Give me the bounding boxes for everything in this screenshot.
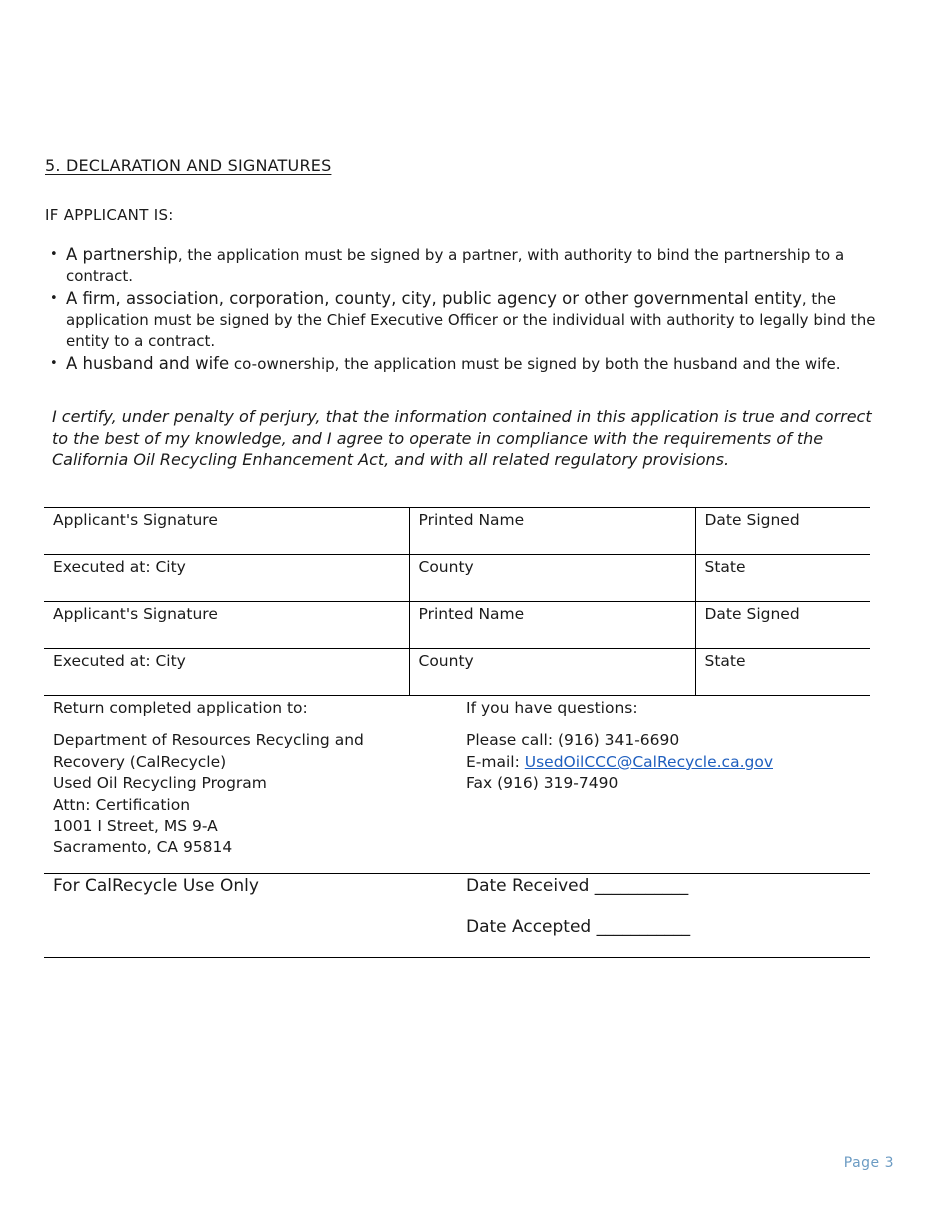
- bullet-text: , the application must be signed by the Chief Executive Officer or the individual with authority to legally bind the entity to a contract.: [66, 290, 876, 350]
- bullet-emphasis: A firm, association, corporation, county, city, public agency or other governmental entity: [66, 289, 802, 308]
- questions-label: If you have questions:: [466, 699, 638, 717]
- divider: [44, 957, 870, 958]
- bullet-text: co-ownership, the application must be signed by both the husband and the wife.: [229, 355, 841, 373]
- table-row: [44, 649, 870, 696]
- bullet-emphasis: A husband and wife: [66, 354, 230, 373]
- applicant-signature-field[interactable]: Applicant's Signature: [44, 508, 409, 555]
- certification-statement: I certify, under penalty of perjury, that the information contained in this application is true and correct to the best of my knowledge, and I agree to operate in compliance with the requirements of the California Oil Recycling Enhancement Act, and with all related regulatory provisions.: [52, 407, 872, 469]
- bullet-icon: •: [50, 291, 58, 306]
- return-label: Return completed application to:: [53, 699, 308, 717]
- state-field[interactable]: State: [695, 649, 870, 696]
- applicant-signature-field[interactable]: Applicant's Signature: [44, 602, 409, 649]
- address-line: Sacramento, CA 95814: [53, 838, 233, 857]
- address-line: 1001 I Street, MS 9-A: [53, 817, 218, 836]
- date-signed-field[interactable]: Date Signed: [695, 602, 870, 649]
- bullet-text: , the application must be signed by a partner, with authority to bind the partnership to a contract.: [66, 246, 845, 285]
- applicant-type-list: [48, 244, 898, 376]
- address-line: Recovery (CalRecycle): [53, 752, 227, 771]
- contact-block: [466, 698, 866, 795]
- state-field[interactable]: State: [695, 555, 870, 602]
- date-signed-field[interactable]: Date Signed: [695, 508, 870, 555]
- email-prefix: E-mail:: [466, 752, 525, 771]
- list-item: [48, 244, 898, 287]
- address-line: Department of Resources Recycling and: [53, 731, 364, 750]
- bullet-emphasis: A partnership: [66, 245, 178, 264]
- list-item: [48, 288, 898, 352]
- date-accepted-field: Date Accepted ___________: [466, 917, 691, 937]
- bullet-icon: •: [50, 356, 58, 371]
- section-heading: 5. DECLARATION AND SIGNATURES: [45, 156, 332, 175]
- executed-city-field[interactable]: Executed at: City: [44, 555, 409, 602]
- table-row: [44, 555, 870, 602]
- email-link[interactable]: UsedOilCCC@CalRecycle.ca.gov: [524, 752, 773, 771]
- list-item: [48, 353, 898, 375]
- page-number: Page 3: [843, 1155, 894, 1171]
- address-line: Used Oil Recycling Program: [53, 774, 267, 793]
- bullet-icon: •: [50, 247, 58, 262]
- county-field[interactable]: County: [409, 649, 695, 696]
- applicant-is-label: IF APPLICANT IS:: [45, 206, 174, 224]
- address-line: Attn: Certification: [53, 795, 191, 814]
- printed-name-field[interactable]: Printed Name: [409, 508, 695, 555]
- divider: [44, 873, 870, 874]
- executed-city-field[interactable]: Executed at: City: [44, 649, 409, 696]
- table-row: [44, 508, 870, 555]
- fax-line: Fax (916) 319-7490: [466, 774, 619, 793]
- date-received-field: Date Received ___________: [466, 876, 689, 896]
- printed-name-field[interactable]: Printed Name: [409, 602, 695, 649]
- office-use-label: For CalRecycle Use Only: [53, 876, 259, 896]
- phone-line: Please call: (916) 341-6690: [466, 731, 680, 750]
- county-field[interactable]: County: [409, 555, 695, 602]
- signature-table: [44, 507, 870, 696]
- return-address-block: [53, 698, 443, 859]
- table-row: [44, 602, 870, 649]
- email-line: [466, 752, 866, 773]
